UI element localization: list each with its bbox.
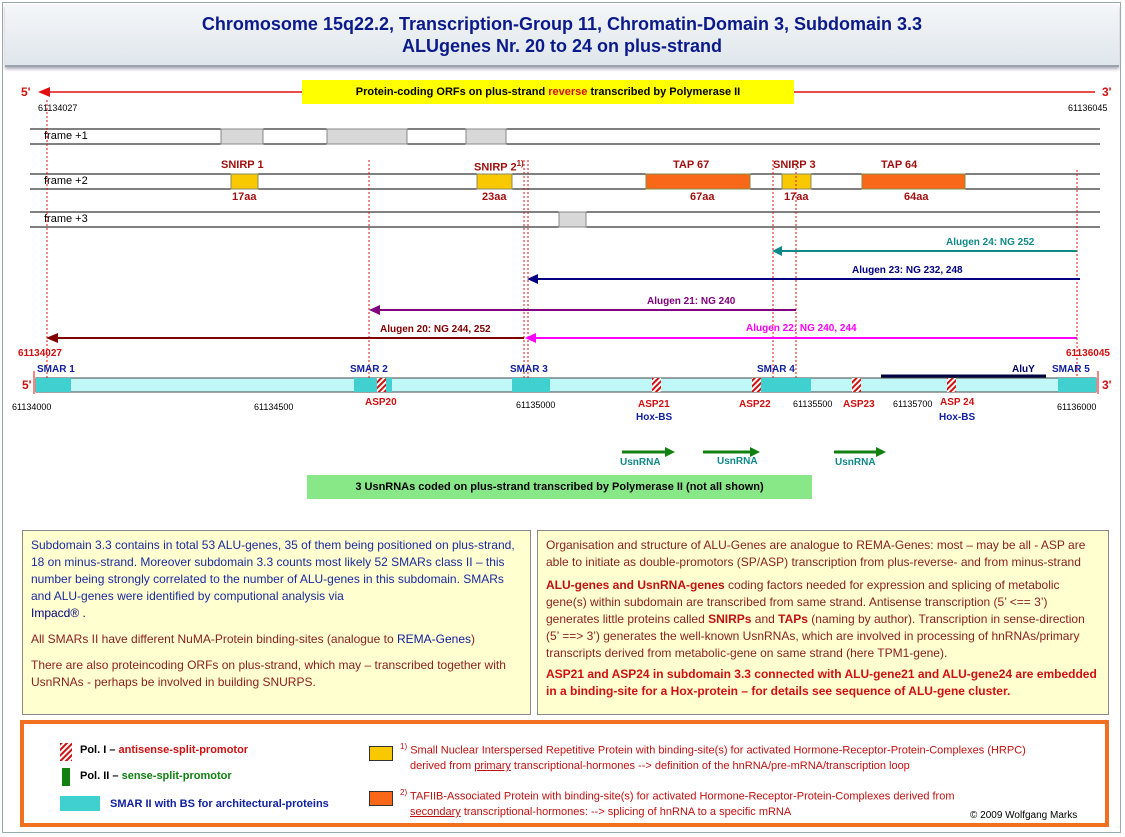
snirp1-block (231, 174, 258, 189)
snirp-legend-line1 (400, 742, 1026, 757)
info-right-p1: Organisation and structure of ALU-Genes are analogue to REMA-Genes: most – may be all - ASP are able to initiate as double-promotors (SP/ASP) transcription from plus-reverse- and from minus-strand (546, 538, 1086, 569)
snirp-legend-line2 (410, 760, 910, 772)
info-left-p2-end: ) (471, 632, 475, 646)
top-five-prime: 5' (21, 85, 31, 99)
asp23-marker (852, 378, 861, 392)
top-right-position: 61136045 (1068, 103, 1108, 113)
tap-legend-icon (369, 791, 393, 806)
pol2-sense: sense (121, 770, 153, 782)
usnrna-label: UsnRNA (835, 457, 876, 468)
snirp1-label: SNIRP 1 (221, 159, 264, 171)
tap64-label: TAP 64 (881, 159, 918, 171)
alugen23-arrowhead (527, 274, 538, 284)
tick-label: 61134000 (12, 402, 52, 412)
alugen24-label: Alugen 24: NG 252 (946, 237, 1035, 248)
info-right-p2-end: (naming by author). Transcription in sense-direction (5’ ==> 3’) generates the well-known UsnRNAs, which are involved in processing of hnRNAs/primary transcripts derived from metabolic-gene on same strand (here TPM1-gene). (546, 612, 1085, 660)
asp20-label: ASP20 (365, 397, 397, 408)
orf-banner-emph: reverse (548, 86, 588, 98)
smar4-block (760, 378, 811, 392)
note1-line2a: derived from (410, 760, 475, 772)
snirp2-block (477, 174, 512, 189)
info-left-p2 (31, 631, 522, 648)
strand-left-position: 61134027 (18, 348, 62, 359)
top-left-position: 61134027 (38, 103, 78, 113)
info-box-left (22, 530, 531, 715)
frame1-label: frame +1 (44, 130, 88, 142)
alugen21-label: Alugen 21: NG 240 (647, 296, 736, 307)
snirp2-name: SNIRP 2 (474, 161, 517, 174)
strand-five-prime: 5' (22, 378, 32, 392)
usnrna-label: UsnRNA (717, 456, 758, 467)
asp24-label: ASP 24 (940, 397, 975, 408)
usnrna-arrowhead (665, 447, 675, 457)
top-red-arrowhead (38, 87, 50, 97)
note1-sup: 1) (400, 742, 408, 751)
hox-bs-label: Hox-BS (939, 412, 976, 423)
alugen21-arrowhead (369, 305, 380, 315)
info-box-right (537, 530, 1109, 715)
info-right-p2 (546, 577, 1100, 662)
snirp3-label: SNIRP 3 (773, 159, 816, 171)
tap67-label: TAP 67 (673, 159, 710, 171)
frame3-block (559, 212, 586, 227)
frame3-label: frame +3 (44, 213, 88, 225)
smar1-block (36, 378, 71, 392)
snirp2-label (474, 159, 524, 174)
note2-line2b: transcriptional-hormones: --> splicing of hnRNA to a specific mRNA (460, 806, 792, 818)
info-left-p1b: Impacd® . (31, 606, 86, 620)
orf-banner (302, 80, 794, 104)
smar5-label: SMAR 5 (1052, 364, 1090, 375)
frame1-block (466, 129, 506, 144)
smar2-block (354, 378, 392, 392)
tap67-block (646, 174, 750, 189)
info-right-and: and (751, 612, 779, 626)
smar3-block (512, 378, 550, 392)
frame1-block (327, 129, 407, 144)
pol2-legend-label (80, 770, 232, 782)
strand-right-position: 61136045 (1066, 348, 1110, 359)
alugen20-label: Alugen 20: NG 244, 252 (380, 324, 491, 335)
tap64-aa: 64aa (904, 191, 929, 203)
asp21-marker (652, 378, 661, 392)
asp20-marker (377, 378, 386, 392)
orf-banner-text: Protein-coding ORFs on plus-strand (355, 86, 549, 98)
note1-primary: primary (474, 760, 511, 772)
tap-legend-line1 (400, 788, 955, 803)
tap67-aa: 67aa (690, 191, 715, 203)
asp22-label: ASP22 (739, 399, 771, 410)
frame1-block (221, 129, 263, 144)
pol1-hatch-icon (60, 743, 72, 761)
alugen24-arrowhead (772, 246, 782, 256)
tap-legend-line2 (410, 806, 791, 818)
smar-legend-label: SMAR II with BS for architectural-proteins (110, 798, 329, 810)
rema-genes-text: REMA-Genes (396, 632, 471, 646)
asp23-label: ASP23 (843, 399, 875, 410)
tick-label: 61134500 (254, 402, 294, 412)
tick-label: 61135700 (893, 399, 933, 409)
info-left-p2-text: All SMARs II have different NuMA-Protein binding-sites (analogue to (31, 632, 397, 646)
pol1-text: Pol. I – (80, 744, 119, 756)
strand-three-prime: 3' (1102, 378, 1112, 392)
smar1-label: SMAR 1 (37, 364, 75, 375)
snirps-text: SNIRPs (708, 612, 752, 626)
tick-label: 61135500 (793, 399, 833, 409)
smar3-label: SMAR 3 (510, 364, 548, 375)
frame2-label: frame +2 (44, 175, 88, 187)
snirp3-aa: 17aa (784, 191, 809, 203)
info-left-p3: There are also proteincoding ORFs on plus-strand, which may – transcribed together with UsnRNAs - perhaps be involved in building SNURPS. (31, 658, 506, 689)
orf-banner-text-end: transcribed by Polymerase II (587, 86, 741, 98)
note2-line1: TAFIIB-Associated Protein with binding-site(s) for activated Hormone-Receptor-Protein-Complexes derived from (409, 790, 955, 803)
alugen22-label: Alugen 22: NG 240, 244 (746, 323, 857, 334)
pol1-legend-label (80, 744, 248, 756)
tap64-block (862, 174, 965, 189)
alugen22-arrowhead (525, 333, 536, 343)
legend-box (20, 720, 1109, 827)
tick-label: 61136000 (1057, 402, 1097, 412)
pol2-text: Pol. II – (80, 770, 122, 782)
alugen20-arrowhead (46, 333, 58, 343)
smar-legend-icon (60, 796, 100, 811)
snirp1-aa: 17aa (232, 191, 257, 203)
usnrna-arrowhead (876, 447, 886, 457)
snirp2-aa: 23aa (482, 191, 507, 203)
asp24-marker (947, 378, 956, 392)
info-left-p1 (31, 537, 522, 605)
aluy-label: AluY (1012, 364, 1035, 375)
snirp-legend-icon (369, 746, 393, 761)
page-title: Chromosome 15q22.2, Transcription-Group 11, Chromatin-Domain 3, Subdomain 3.3 (201, 14, 923, 34)
info-left-p1-text: Subdomain 3.3 contains in total 53 ALU-genes, 35 of them being positioned on plus-strand, 18 on minus-strand. Moreover subdomain 3.3 counts most likely 52 SMARs class II – this number being strongly correlated to the number of ALU-genes in this subdomain. SMARs and ALU-genes were identified by computional analysis via (31, 538, 515, 603)
asp22-marker (752, 378, 761, 392)
usnrna-banner: 3 UsnRNAs coded on plus-strand transcribed by Polymerase II (not all shown) (307, 475, 812, 499)
alugen23-label: Alugen 23: NG 232, 248 (852, 265, 963, 276)
pol1-promotor: -split-promotor (169, 744, 249, 756)
page-subtitle: ALUgenes Nr. 20 to 24 on plus-strand (401, 36, 723, 56)
top-three-prime: 3' (1102, 85, 1112, 99)
asp21-label: ASP21 (638, 399, 670, 410)
plus-strand (36, 378, 1096, 392)
pol1-antisense: antisense (118, 744, 170, 756)
note1-line2c: transcriptional-hormones --> definition of the hnRNA/pre-mRNA/transcription loop (510, 760, 910, 772)
tick-label: 61135000 (516, 400, 556, 410)
copyright: © 2009 Wolfgang Marks (970, 810, 1078, 821)
pol2-bar-icon (62, 768, 70, 786)
note2-secondary: secondary (410, 806, 461, 818)
alu-usnrna-genes-text: ALU-genes and UsnRNA-genes (546, 578, 725, 592)
pol2-promotor: -split-promotor (152, 770, 232, 782)
info-right-p3: ASP21 and ASP24 in subdomain 3.3 connected with ALU-gene21 and ALU-gene24 are embedded in a binding-site for a Hox-protein – for details see sequence of ALU-gene cluster. (546, 667, 1097, 698)
usnrna-label: UsnRNA (620, 457, 661, 468)
smar2-label: SMAR 2 (350, 364, 388, 375)
taps-text: TAPs (778, 612, 808, 626)
snirp2-sup: 1) (516, 159, 524, 168)
smar4-label: SMAR 4 (757, 364, 795, 375)
hox-bs-label: Hox-BS (636, 412, 673, 423)
note1-line1: Small Nuclear Interspersed Repetitive Protein with binding-site(s) for activated Hormone-Receptor-Protein-Complexes (HRPC) (410, 744, 1026, 757)
note2-sup: 2) (400, 788, 408, 797)
info-right-p2-text: coding factors needed for expression and splicing of metabolic gene(s) within subdomain are transcribed from same strand. Antisense transcription (5’ <== 3’) generates little proteins called (546, 578, 1060, 626)
smar5-block (1058, 378, 1096, 392)
